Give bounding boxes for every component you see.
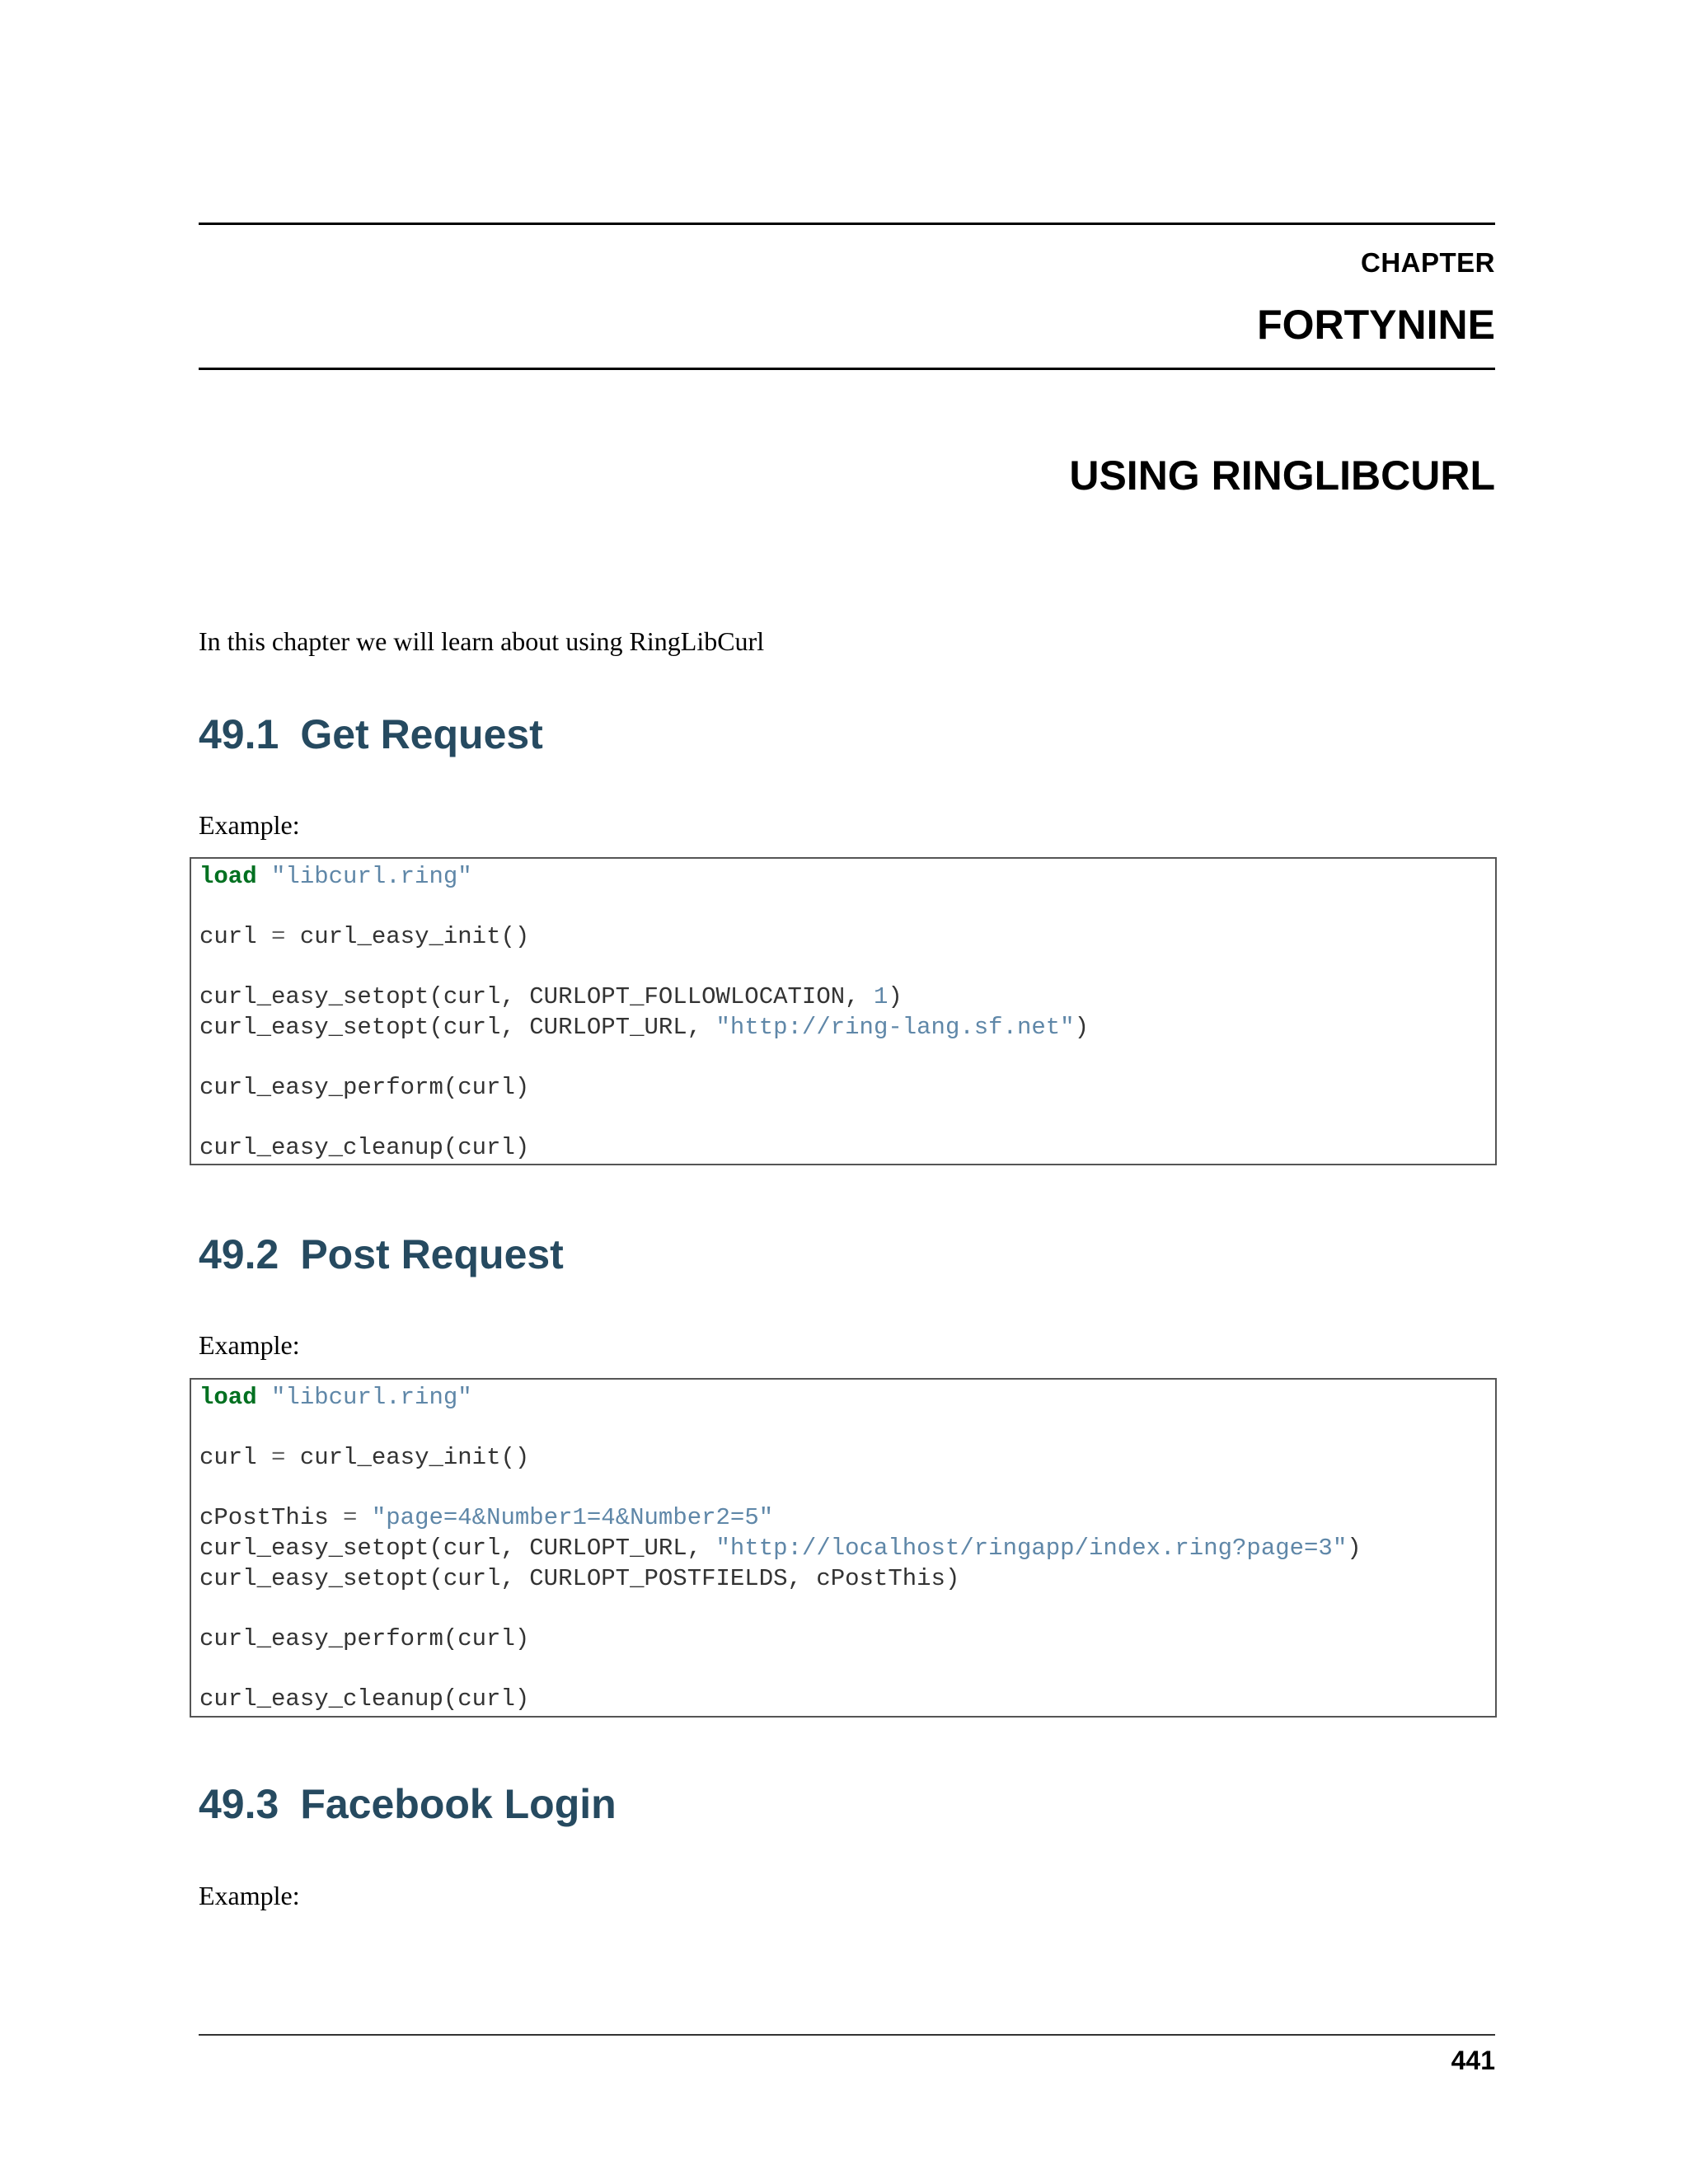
string-literal: "page=4&Number1=4&Number2=5" [371, 1504, 774, 1532]
code-text: ) [888, 983, 903, 1011]
number-literal: 1 [873, 983, 889, 1011]
chapter-top-rule [199, 223, 1495, 225]
section-heading-facebook-login [199, 1780, 617, 1828]
string-literal: "http://localhost/ringapp/index.ring?page=3" [715, 1534, 1348, 1562]
code-text: ) [1347, 1534, 1362, 1562]
code-block-post-request [190, 1378, 1497, 1718]
code-text: curl [199, 923, 257, 951]
code-line-blank [199, 1474, 1495, 1504]
code-line [199, 862, 1495, 893]
code-line: curl_easy_perform(curl) [199, 1074, 530, 1102]
code-line-blank [199, 1043, 1495, 1074]
code-text: curl_easy_init() [299, 923, 530, 951]
section-heading-get-request [199, 710, 543, 758]
example-label: Example: [199, 1881, 300, 1910]
operator: = [271, 1444, 286, 1472]
footer-rule [199, 2034, 1495, 2036]
keyword: load [199, 1384, 257, 1411]
code-line-blank [199, 1654, 1495, 1685]
intro-paragraph: In this chapter we will learn about using RingLibCurl [199, 626, 765, 656]
code-text: curl_easy_setopt(curl, CURLOPT_FOLLOWLOCATION, [199, 983, 874, 1011]
code-line-blank [199, 953, 1495, 983]
operator: = [343, 1504, 358, 1532]
code-text: curl_easy_init() [299, 1444, 530, 1472]
code-block-get-request [190, 857, 1497, 1165]
code-line [199, 922, 1495, 953]
operator: = [271, 923, 286, 951]
section-number: 49.2 [199, 1231, 279, 1277]
example-label: Example: [199, 810, 300, 840]
code-line [199, 982, 1495, 1013]
code-text: curl [199, 1444, 257, 1472]
section-number: 49.3 [199, 1781, 279, 1827]
section-title: Facebook Login [300, 1781, 617, 1827]
code-line-blank [199, 1594, 1495, 1624]
string-literal: "libcurl.ring" [271, 863, 472, 890]
code-text: cPostThis [199, 1504, 329, 1532]
section-heading-post-request [199, 1230, 564, 1278]
section-number: 49.1 [199, 711, 279, 757]
code-line [199, 1534, 1495, 1564]
page-number: 441 [1451, 2046, 1495, 2075]
code-line: curl_easy_perform(curl) [199, 1624, 530, 1652]
keyword: load [199, 863, 257, 890]
code-line: curl_easy_cleanup(curl) [199, 1685, 530, 1713]
code-line-blank [199, 1104, 1495, 1134]
section-title: Get Request [300, 711, 543, 757]
chapter-title: USING RINGLIBCURL [1069, 452, 1495, 499]
code-line [199, 1383, 1495, 1413]
chapter-bottom-rule [199, 368, 1495, 370]
code-text: curl_easy_setopt(curl, CURLOPT_URL, [199, 1534, 716, 1562]
section-title: Post Request [300, 1231, 564, 1277]
chapter-label: CHAPTER [1360, 247, 1495, 278]
code-line-blank [199, 893, 1495, 923]
code-text: ) [1074, 1013, 1089, 1041]
code-line [199, 1503, 1495, 1534]
code-line [199, 1443, 1495, 1474]
code-text: curl_easy_setopt(curl, CURLOPT_URL, [199, 1013, 716, 1041]
code-line-blank [199, 1413, 1495, 1444]
string-literal: "libcurl.ring" [271, 1384, 472, 1411]
string-literal: "http://ring-lang.sf.net" [715, 1013, 1075, 1041]
chapter-number: FORTYNINE [1257, 302, 1495, 348]
code-line [199, 1013, 1495, 1043]
example-label: Example: [199, 1330, 300, 1360]
code-line: curl_easy_cleanup(curl) [199, 1134, 530, 1162]
code-line: curl_easy_setopt(curl, CURLOPT_POSTFIELDS, cPostThis) [199, 1564, 960, 1592]
